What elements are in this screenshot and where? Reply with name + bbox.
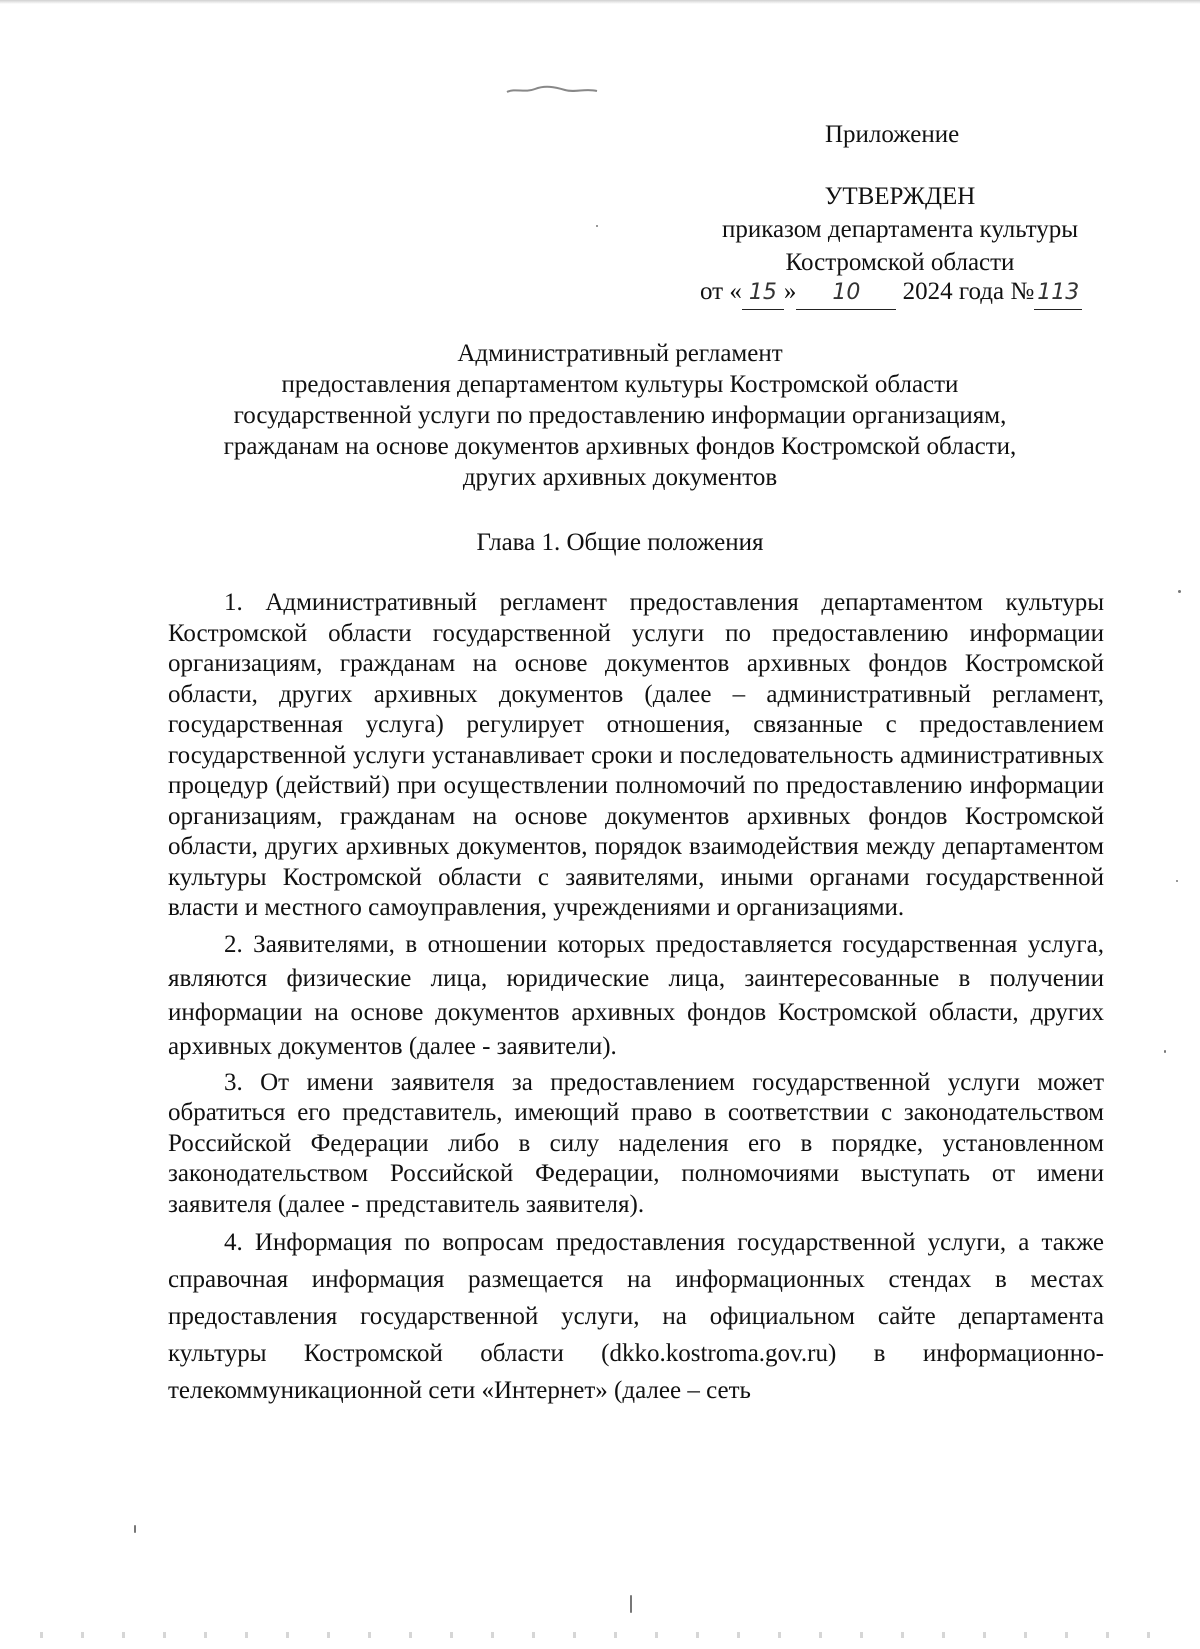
scan-speck	[1164, 1050, 1166, 1053]
handwritten-month: 10	[796, 276, 896, 310]
scan-bottom-noise	[40, 1632, 1180, 1638]
appendix-label: Приложение	[825, 121, 960, 148]
scan-speck	[630, 1595, 632, 1613]
document-body	[168, 588, 1104, 1413]
date-prefix: от «	[700, 278, 742, 305]
approved-by-line1: приказом департамента культуры	[721, 216, 1079, 243]
paragraph-3: 3. От имени заявителя за предоставлением государственной услуги может обратиться его представитель, имеющий право в соответствии с законодательством Российской Федерации либо в силу наделения его в порядке, установленном законодательством Российской Федерации, полномочиями выступать от имени заявителя (далее - представитель заявителя).	[168, 1068, 1104, 1218]
title-line-1: Административный регламент	[457, 340, 783, 367]
scan-speck	[596, 225, 598, 227]
title-line-3: государственной услуги по предоставлению информации организациям,	[233, 402, 1007, 429]
title-line-4: гражданам на основе документов архивных фондов Костромской области,	[223, 433, 1017, 460]
scan-speck	[134, 1525, 136, 1533]
scan-speck	[1178, 590, 1181, 593]
handwritten-doc-number: 113	[1034, 276, 1082, 310]
title-line-5: других архивных документов	[462, 464, 778, 491]
paragraph-4: 4. Информация по вопросам предоставления государственной услуги, а также справочная информация размещается на информационных стендах в местах предоставления государственной услуги, на официальном сайте департамента культуры Костромской области (dkko.kostroma.gov.ru) в информационно-телекоммуникационной сети «Интернет» (далее – сеть	[168, 1229, 1104, 1404]
approval-block	[680, 180, 1120, 279]
paragraph-1: 1. Административный регламент предоставления департаментом культуры Костромской области государственной услуги по предоставлению информации организациям, гражданам на основе документов архивных фондов Костромской области, других архивных документов (далее – административный регламент, государственная услуга) регулирует отношения, связанные с предоставлением государственной услуги устанавливает сроки и последовательность административных процедур (действий) при осуществлении полномочий по предоставлению информации организациям, гражданам на основе документов архивных фондов Костромской области, других архивных документов, порядок взаимодействия между департаментом культуры Костромской области с заявителями, иными органами государственной власти и местного самоуправления, учреждениями и организациями.	[168, 589, 1104, 921]
approved-label: УТВЕРЖДЕН	[824, 183, 976, 210]
date-mid: »	[783, 278, 797, 305]
scan-speck	[1176, 880, 1178, 882]
approved-by-line2: Костромской области	[785, 249, 1015, 276]
scan-edge	[0, 0, 1200, 4]
date-year: 2024 года №	[902, 278, 1035, 305]
chapter-heading: Глава 1. Общие положения	[476, 529, 764, 556]
title-line-2: предоставления департаментом культуры Костромской области	[281, 371, 959, 398]
scan-smudge-mark	[505, 84, 600, 96]
paragraph-2: 2. Заявителями, в отношении которых предоставляется государственная услуга, являются физические лица, юридические лица, заинтересованные в получении информации на основе документов архивных фондов Костромской области, других архивных документов (далее - заявители).	[168, 930, 1104, 1060]
approval-date-line	[700, 275, 1082, 310]
document-title	[150, 338, 1090, 493]
handwritten-day: 15	[742, 276, 784, 310]
